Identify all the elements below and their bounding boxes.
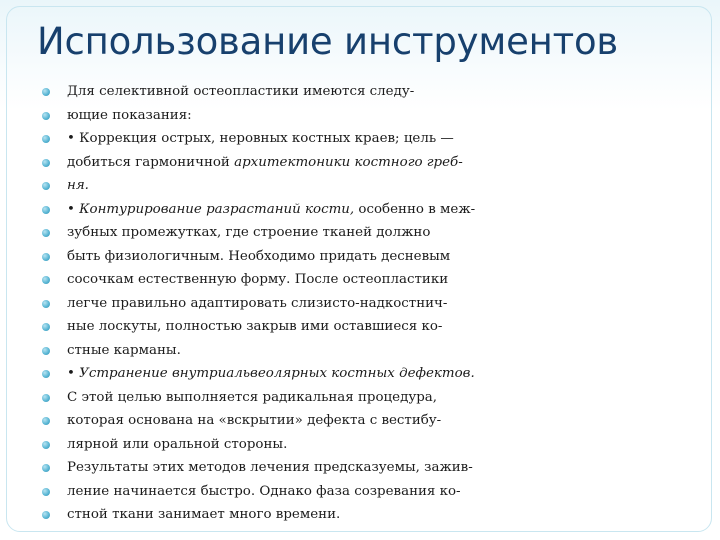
bullet-item — [42, 339, 475, 363]
bullet-text: Для селективной остеопластики имеются следу- — [67, 84, 415, 99]
round-bullet-icon — [42, 182, 50, 190]
bullet-item — [42, 433, 475, 457]
round-bullet-icon — [42, 253, 50, 261]
bullet-item — [42, 174, 475, 198]
bullet-text: лярной или оральной стороны. — [67, 436, 288, 452]
bullet-text: зубных промежутках, где строение тканей должно — [67, 225, 431, 240]
bullet-text: ня. — [67, 178, 89, 193]
bullet-text: Результаты этих методов лечения предсказуемы, зажив- — [67, 460, 473, 475]
bullet-text: архитектоники костного греб- — [234, 154, 463, 170]
round-bullet-icon — [42, 135, 50, 143]
round-bullet-icon — [42, 300, 50, 308]
bullet-text: ные лоскуты, полностью закрыв ими оставшиеся ко- — [67, 319, 443, 334]
bullet-item — [42, 198, 475, 222]
bullet-list — [42, 80, 475, 527]
bullet-text: С этой целью выполняется радикальная процедура, — [67, 389, 438, 405]
bullet-item — [42, 104, 475, 128]
bullet-item — [42, 245, 475, 269]
round-bullet-icon — [42, 464, 50, 472]
round-bullet-icon — [42, 347, 50, 355]
round-bullet-icon — [42, 323, 50, 331]
bullet-item — [42, 362, 475, 386]
bullet-text: особенно в меж- — [354, 201, 476, 217]
round-bullet-icon — [42, 229, 50, 237]
bullet-text: Контурирование разрастаний кости, — [79, 201, 355, 217]
bullet-text: ющие показания: — [67, 107, 192, 123]
bullet-text: стные карманы. — [67, 342, 181, 358]
round-bullet-icon — [42, 88, 50, 96]
bullet-item — [42, 268, 475, 292]
bullet-item — [42, 127, 475, 151]
bullet-item — [42, 151, 475, 175]
bullet-text: ление начинается быстро. Однако фаза созревания ко- — [67, 483, 461, 499]
round-bullet-icon — [42, 511, 50, 519]
bullet-text: • Коррекция острых, неровных костных краев; цель — — [67, 131, 454, 146]
bullet-text: добиться гармоничной — [67, 154, 235, 170]
bullet-item — [42, 221, 475, 245]
bullet-text: сосочкам естественную форму. После остеопластики — [67, 272, 449, 287]
bullet-item — [42, 386, 475, 410]
round-bullet-icon — [42, 441, 50, 449]
bullet-text: которая основана на «вскрытии» дефекта с вестибу- — [67, 413, 442, 428]
bullet-text: • — [67, 201, 80, 217]
bullet-item — [42, 503, 475, 527]
bullet-text: легче правильно адаптировать слизисто-надкостнич- — [67, 295, 448, 311]
bullet-item — [42, 80, 475, 104]
round-bullet-icon — [42, 276, 50, 284]
bullet-item — [42, 315, 475, 339]
round-bullet-icon — [42, 394, 50, 402]
bullet-item — [42, 409, 475, 433]
round-bullet-icon — [42, 488, 50, 496]
bullet-item — [42, 480, 475, 504]
bullet-item — [42, 292, 475, 316]
bullet-text: • — [67, 366, 80, 381]
bullet-text: стной ткани занимает много времени. — [67, 507, 341, 522]
round-bullet-icon — [42, 159, 50, 167]
bullet-item — [42, 456, 475, 480]
bullet-text: быть физиологичным. Необходимо придать десневым — [67, 248, 451, 264]
slide-title: Использование инструментов — [37, 20, 619, 63]
round-bullet-icon — [42, 206, 50, 214]
round-bullet-icon — [42, 112, 50, 120]
bullet-text: Устранение внутриальвеолярных костных дефектов. — [79, 366, 475, 381]
round-bullet-icon — [42, 370, 50, 378]
round-bullet-icon — [42, 417, 50, 425]
